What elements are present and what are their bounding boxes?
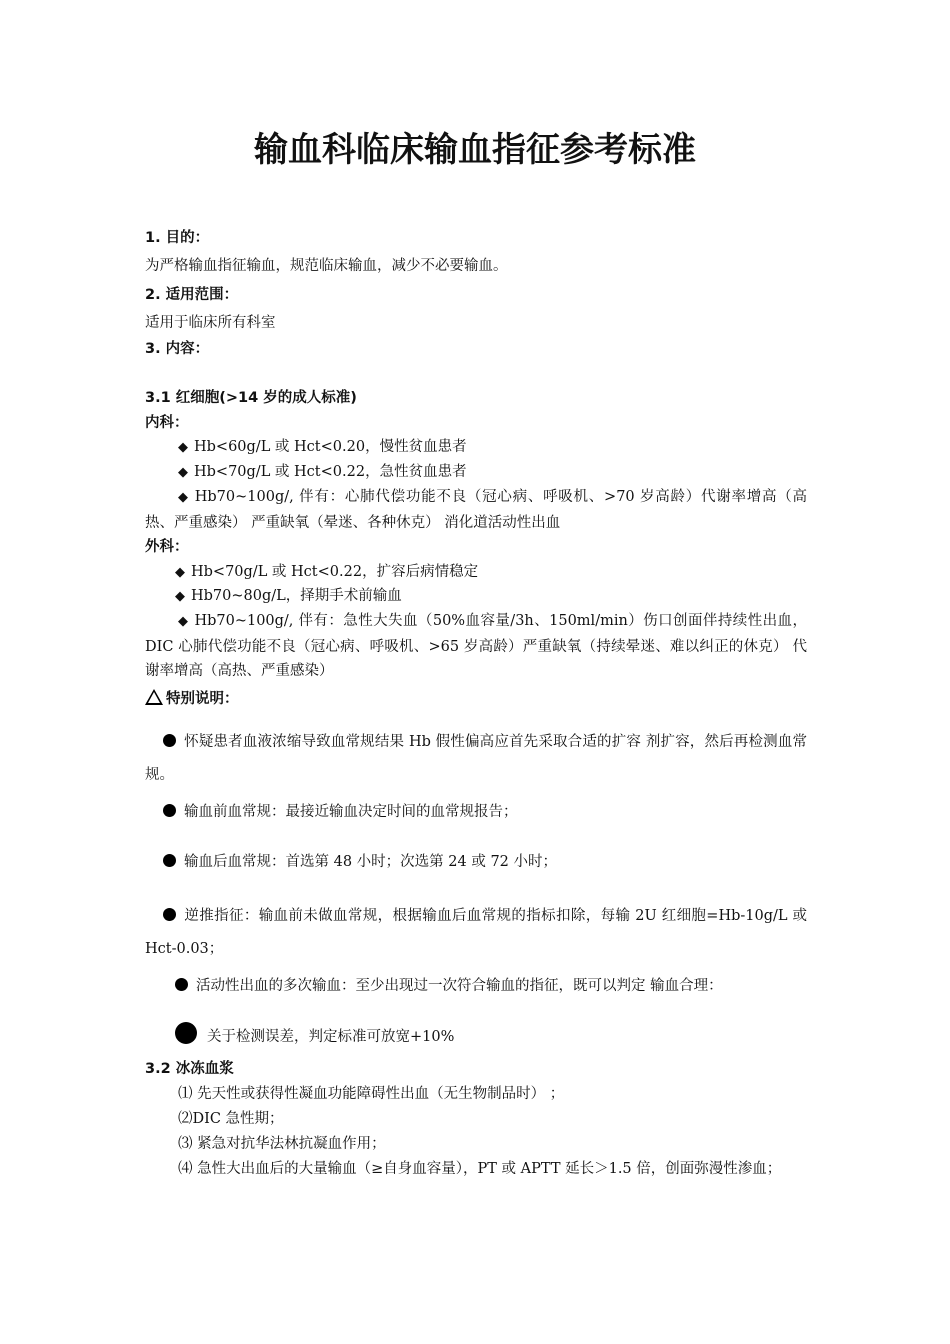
surgery-item-2-text: Hb70~80g/L，择期手术前输血	[191, 588, 402, 604]
surgery-item-2	[175, 585, 402, 608]
special-note-4-text: 逆推指征：输血前未做血常规，根据输血后血常规的指标扣除，每输 2U 红细胞=Hb-10g/L 或 Hct-0.03；	[145, 908, 807, 957]
special-notes-label	[145, 688, 239, 710]
special-note-2	[163, 801, 518, 823]
surgery-item-3-text: Hb70~100g/, 伴有：急性大失血（50%血容量/3h、150ml/min）伤口创面伴持续性出血，DIC 心肺代偿功能不良（冠心病、呼吸机、>65 岁高龄）严重缺氧（持续晕迷、难以纠正的休克） 代谢率增高（高热、严重感染）	[145, 613, 807, 679]
surgery-label: 外科：	[145, 539, 189, 555]
page-title: 输血科临床输血指征参考标准	[254, 130, 696, 170]
section-3-heading: 3. 内容：	[145, 341, 210, 357]
surgery-item-1-text: Hb<70g/L 或 Hct<0.22，扩容后病情稳定	[191, 564, 479, 580]
diamond-bullet-icon: ◆	[178, 440, 188, 455]
special-note-4	[145, 900, 807, 966]
triangle-outline-icon	[145, 689, 163, 705]
internal-item-2	[178, 461, 467, 484]
filled-circle-bullet-icon	[163, 734, 176, 747]
internal-medicine-label: 内科：	[145, 415, 189, 431]
filled-circle-bullet-icon	[163, 854, 176, 867]
internal-item-3	[145, 485, 807, 535]
section-2-text: 适用于临床所有科室	[145, 315, 276, 331]
plasma-item-3: ⑶ 紧急对抗华法林抗凝血作用；	[178, 1136, 386, 1152]
section-1-text: 为严格输血指征输血，规范临床输血，减少不必要输血。	[145, 258, 508, 274]
special-notes-label-text: 特别说明：	[166, 691, 239, 707]
special-note-2-text: 输血前血常规：最接近输血决定时间的血常规报告；	[184, 804, 518, 820]
plasma-item-2: ⑵DIC 急性期；	[178, 1111, 284, 1127]
section-3-2-heading: 3.2 冰冻血浆	[145, 1061, 234, 1077]
special-note-5-text: 活动性出血的多次输血：至少出现过一次符合输血的指征，既可以判定 输血合理：	[196, 978, 723, 994]
plasma-item-4: ⑷ 急性大出血后的大量输血（≥自身血容量），PT 或 APTT 延长＞1.5 倍，创面弥漫性渗血；	[178, 1161, 782, 1177]
section-2-heading: 2. 适用范围：	[145, 287, 239, 303]
internal-item-1	[178, 436, 467, 459]
special-note-3-text: 输血后血常规：首选第 48 小时；次选第 24 或 72 小时；	[184, 854, 558, 870]
internal-item-2-text: Hb<70g/L 或 Hct<0.22，急性贫血患者	[194, 464, 467, 480]
section-1-heading: 1. 目的：	[145, 230, 210, 246]
filled-circle-bullet-icon	[175, 1022, 197, 1044]
plasma-item-1: ⑴ 先天性或获得性凝血功能障碍性出血（无生物制品时） ；	[178, 1086, 565, 1102]
internal-item-1-text: Hb<60g/L 或 Hct<0.20，慢性贫血患者	[194, 439, 467, 455]
special-note-5	[175, 975, 723, 997]
special-note-6-text: 关于检测误差，判定标准可放宽+10%	[207, 1029, 455, 1045]
filled-circle-bullet-icon	[175, 978, 188, 991]
diamond-bullet-icon: ◆	[178, 614, 189, 629]
section-3-1-heading: 3.1 红细胞(>14 岁的成人标准)	[145, 390, 357, 406]
filled-circle-bullet-icon	[163, 908, 176, 921]
diamond-bullet-icon: ◆	[175, 565, 185, 580]
special-note-1-text: 怀疑患者血液浓缩导致血常规结果 Hb 假性偏高应首先采取合适的扩容 剂扩容，然后再检测血常规。	[145, 734, 807, 783]
special-note-1	[145, 726, 807, 792]
surgery-item-3	[145, 609, 807, 684]
internal-item-3-text: Hb70~100g/, 伴有：心肺代偿功能不良（冠心病、呼吸机、>70 岁高龄）代谢率增高（高热、严重感染） 严重缺氧（晕迷、各种休克） 消化道活动性出血	[145, 489, 807, 531]
special-note-6	[175, 1022, 454, 1048]
diamond-bullet-icon: ◆	[175, 589, 185, 604]
special-note-3	[163, 851, 557, 873]
diamond-bullet-icon: ◆	[178, 490, 189, 505]
surgery-item-1	[175, 561, 478, 584]
diamond-bullet-icon: ◆	[178, 465, 188, 480]
filled-circle-bullet-icon	[163, 804, 176, 817]
